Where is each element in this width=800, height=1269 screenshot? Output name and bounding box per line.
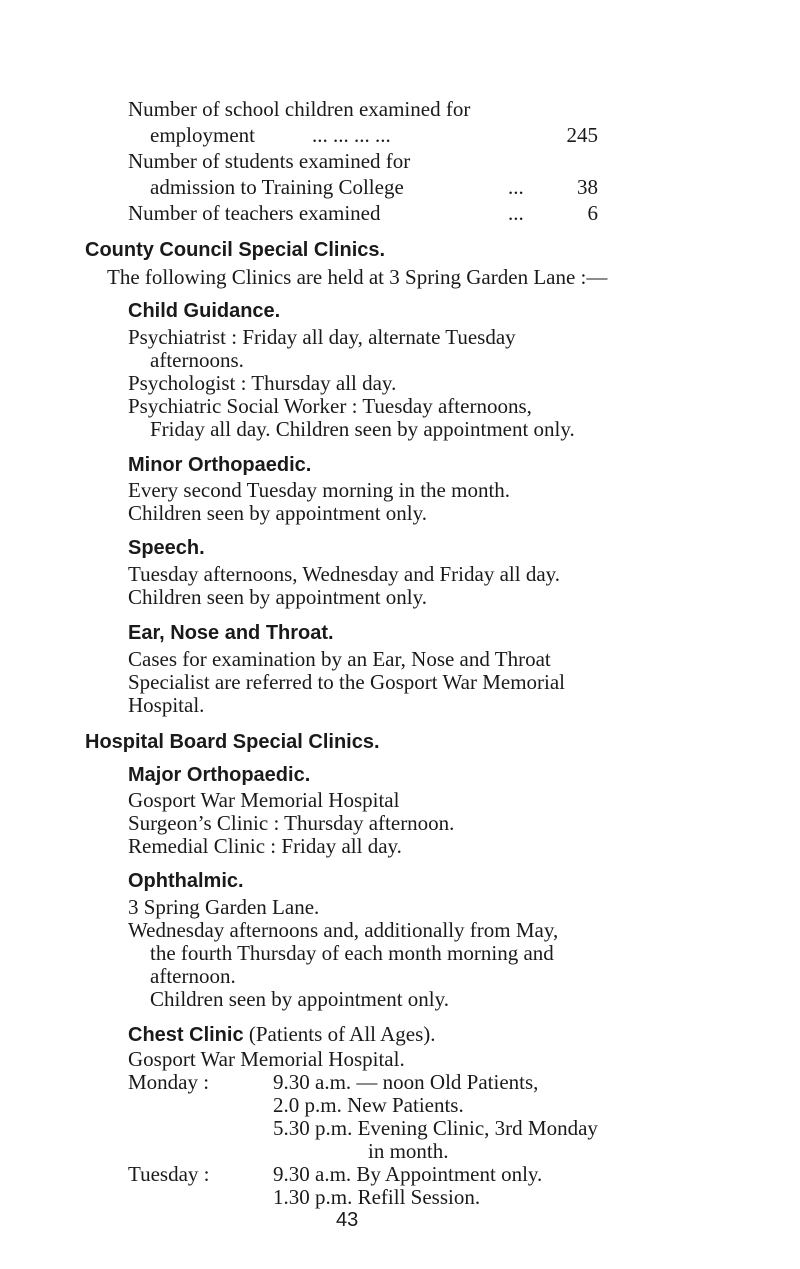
ent-line: Cases for examination by an Ear, Nose and Throat	[128, 647, 551, 671]
stat-2-dots: ...	[508, 175, 524, 199]
major-ortho-line: Remedial Clinic : Friday all day.	[128, 834, 402, 858]
stat-3-value: 6	[587, 201, 598, 225]
ophthalmic-line: Children seen by appointment only.	[150, 987, 450, 1011]
minor-ortho-line: Every second Tuesday morning in the month.	[128, 478, 511, 502]
child-guidance-line: Psychologist : Thursday all day.	[128, 371, 397, 395]
speech-line: Tuesday afternoons, Wednesday and Friday all day.	[128, 562, 561, 586]
major-ortho-line: Surgeon’s Clinic : Thursday afternoon.	[128, 811, 455, 835]
stat-2-line1: Number of students examined for	[128, 149, 411, 173]
ent-title: Ear, Nose and Throat.	[128, 622, 334, 644]
stat-3-dots: ...	[508, 201, 524, 225]
child-guidance-line: afternoons.	[150, 348, 244, 372]
monday-line: 2.0 p.m. New Patients.	[273, 1093, 464, 1117]
child-guidance-line: Psychiatric Social Worker : Tuesday afternoons,	[128, 394, 532, 418]
stat-2-value: 38	[577, 175, 598, 199]
speech-title: Speech.	[128, 537, 205, 559]
stat-1-dots: ... ... ... ...	[312, 123, 391, 147]
ophthalmic-line: Wednesday afternoons and, additionally from May,	[128, 918, 559, 942]
tuesday-label: Tuesday :	[128, 1162, 210, 1186]
child-guidance-line: Friday all day. Children seen by appointment only.	[150, 417, 575, 441]
monday-label: Monday :	[128, 1070, 210, 1094]
minor-ortho-line: Children seen by appointment only.	[128, 501, 428, 525]
stat-3-line1: Number of teachers examined	[128, 201, 381, 225]
county-heading: County Council Special Clinics.	[85, 239, 386, 261]
child-guidance-title: Child Guidance.	[128, 300, 281, 322]
tuesday-line: 1.30 p.m. Refill Session.	[273, 1185, 481, 1209]
major-ortho-line: Gosport War Memorial Hospital	[128, 788, 400, 812]
page-number: 43	[336, 1209, 359, 1231]
chest-title-rest: (Patients of All Ages).	[243, 1022, 436, 1046]
ent-line: Hospital.	[128, 693, 205, 717]
monday-line: 5.30 p.m. Evening Clinic, 3rd Monday	[273, 1116, 598, 1140]
major-ortho-title: Major Orthopaedic.	[128, 764, 311, 786]
child-guidance-line: Psychiatrist : Friday all day, alternate Tuesday	[128, 325, 516, 349]
ophthalmic-line: afternoon.	[150, 964, 236, 988]
county-intro: The following Clinics are held at 3 Spring Garden Lane :—	[107, 265, 608, 289]
ophthalmic-title: Ophthalmic.	[128, 870, 244, 892]
ophthalmic-line: the fourth Thursday of each month morning and	[150, 941, 554, 965]
stat-2-line2: admission to Training College	[150, 175, 404, 199]
stat-1-value: 245	[566, 123, 598, 147]
speech-line: Children seen by appointment only.	[128, 585, 428, 609]
hospital-heading: Hospital Board Special Clinics.	[85, 731, 380, 753]
chest-title: Chest Clinic	[128, 1024, 244, 1046]
chest-line: Gosport War Memorial Hospital.	[128, 1047, 405, 1071]
chest-title-row	[128, 1023, 435, 1047]
monday-line: 9.30 a.m. — noon Old Patients,	[273, 1070, 539, 1094]
stat-1-line2: employment	[150, 123, 255, 147]
stat-1-line1: Number of school children examined for	[128, 97, 471, 121]
ophthalmic-line: 3 Spring Garden Lane.	[128, 895, 320, 919]
ent-line: Specialist are referred to the Gosport War Memorial	[128, 670, 566, 694]
minor-ortho-title: Minor Orthopaedic.	[128, 454, 312, 476]
tuesday-line: 9.30 a.m. By Appointment only.	[273, 1162, 543, 1186]
monday-line: in month.	[368, 1139, 449, 1163]
